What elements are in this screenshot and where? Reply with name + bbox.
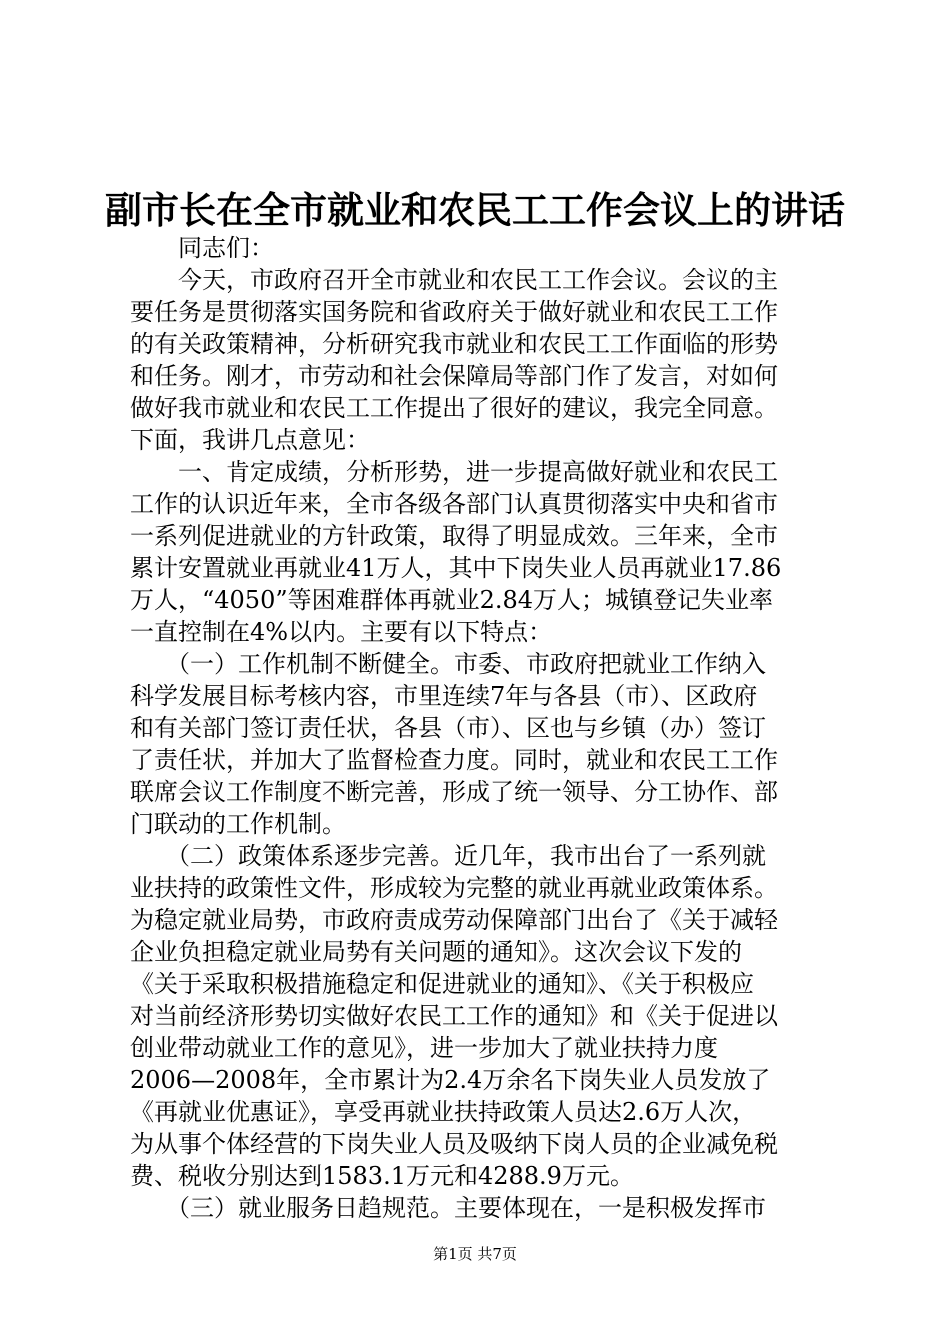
text-line: 下面，我讲几点意见： [130, 426, 370, 454]
text-line: 做好我市就业和农民工工作提出了很好的建议，我完全同意。 [130, 394, 778, 422]
text-line: 联席会议工作制度不断完善，形成了统一领导、分工协作、部 [130, 778, 778, 806]
text-line: 的有关政策精神，分析研究我市就业和农民工工作面临的形势 [130, 330, 778, 358]
text-line: （一）工作机制不断健全。市委、市政府把就业工作纳入 [130, 650, 766, 678]
text-line: 科学发展目标考核内容，市里连续7年与各县（市）、区政府 [130, 682, 758, 710]
text-line: 创业带动就业工作的意见》，进一步加大了就业扶持力度 [130, 1034, 718, 1062]
text-line: 今天，市政府召开全市就业和农民工工作会议。会议的主 [130, 266, 778, 294]
text-line: 和有关部门签订责任状，各县（市）、区也与乡镇（办）签订 [130, 714, 766, 742]
text-line: （二）政策体系逐步完善。近几年，我市出台了一系列就 [130, 842, 766, 870]
document-body [130, 232, 830, 1224]
text-line: 同志们： [130, 234, 274, 262]
text-line: 一直控制在4%以内。主要有以下特点： [130, 618, 553, 646]
text-line: 2006—2008年，全市累计为2.4万余名下岗失业人员发放了 [130, 1066, 771, 1094]
text-line: 一、肯定成绩，分析形势，进一步提高做好就业和农民工 [130, 458, 778, 486]
text-line: 《关于采取积极措施稳定和促进就业的通知》、《关于积极应 [130, 970, 754, 998]
text-line: 累计安置就业再就业41万人，其中下岗失业人员再就业17.86 [130, 554, 782, 582]
text-line: 了责任状，并加大了监督检查力度。同时，就业和农民工工作 [130, 746, 778, 774]
text-line: 费、税收分别达到1583.1万元和4288.9万元。 [130, 1162, 634, 1190]
text-line: 为稳定就业局势，市政府责成劳动保障部门出台了《关于减轻 [130, 906, 778, 934]
text-line: 和任务。刚才，市劳动和社会保障局等部门作了发言，对如何 [130, 362, 778, 390]
text-line: （三）就业服务日趋规范。主要体现在，一是积极发挥市 [130, 1194, 766, 1222]
text-line: 工作的认识近年来，全市各级各部门认真贯彻落实中央和省市 [130, 490, 778, 518]
text-line: 要任务是贯彻落实国务院和省政府关于做好就业和农民工工作 [130, 298, 778, 326]
text-line: 对当前经济形势切实做好农民工工作的通知》和《关于促进以 [130, 1002, 778, 1030]
text-line: 业扶持的政策性文件，形成较为完整的就业再就业政策体系。 [130, 874, 778, 902]
text-line: 《再就业优惠证》，享受再就业扶持政策人员达2.6万人次， [130, 1098, 757, 1126]
text-line: 门联动的工作机制。 [130, 810, 346, 838]
text-line: 企业负担稳定就业局势有关问题的通知》。这次会议下发的 [130, 938, 742, 966]
text-line: 一系列促进就业的方针政策，取得了明显成效。三年来，全市 [130, 522, 778, 550]
text-line: 万人，“4050”等困难群体再就业2.84万人；城镇登记失业率 [130, 586, 774, 614]
document-title: 副市长在全市就业和农民工工作会议上的讲话 [105, 188, 845, 232]
page-footer: 第1页 共7页 [433, 1245, 517, 1263]
text-line: 为从事个体经营的下岗失业人员及吸纳下岗人员的企业减免税 [130, 1130, 778, 1158]
